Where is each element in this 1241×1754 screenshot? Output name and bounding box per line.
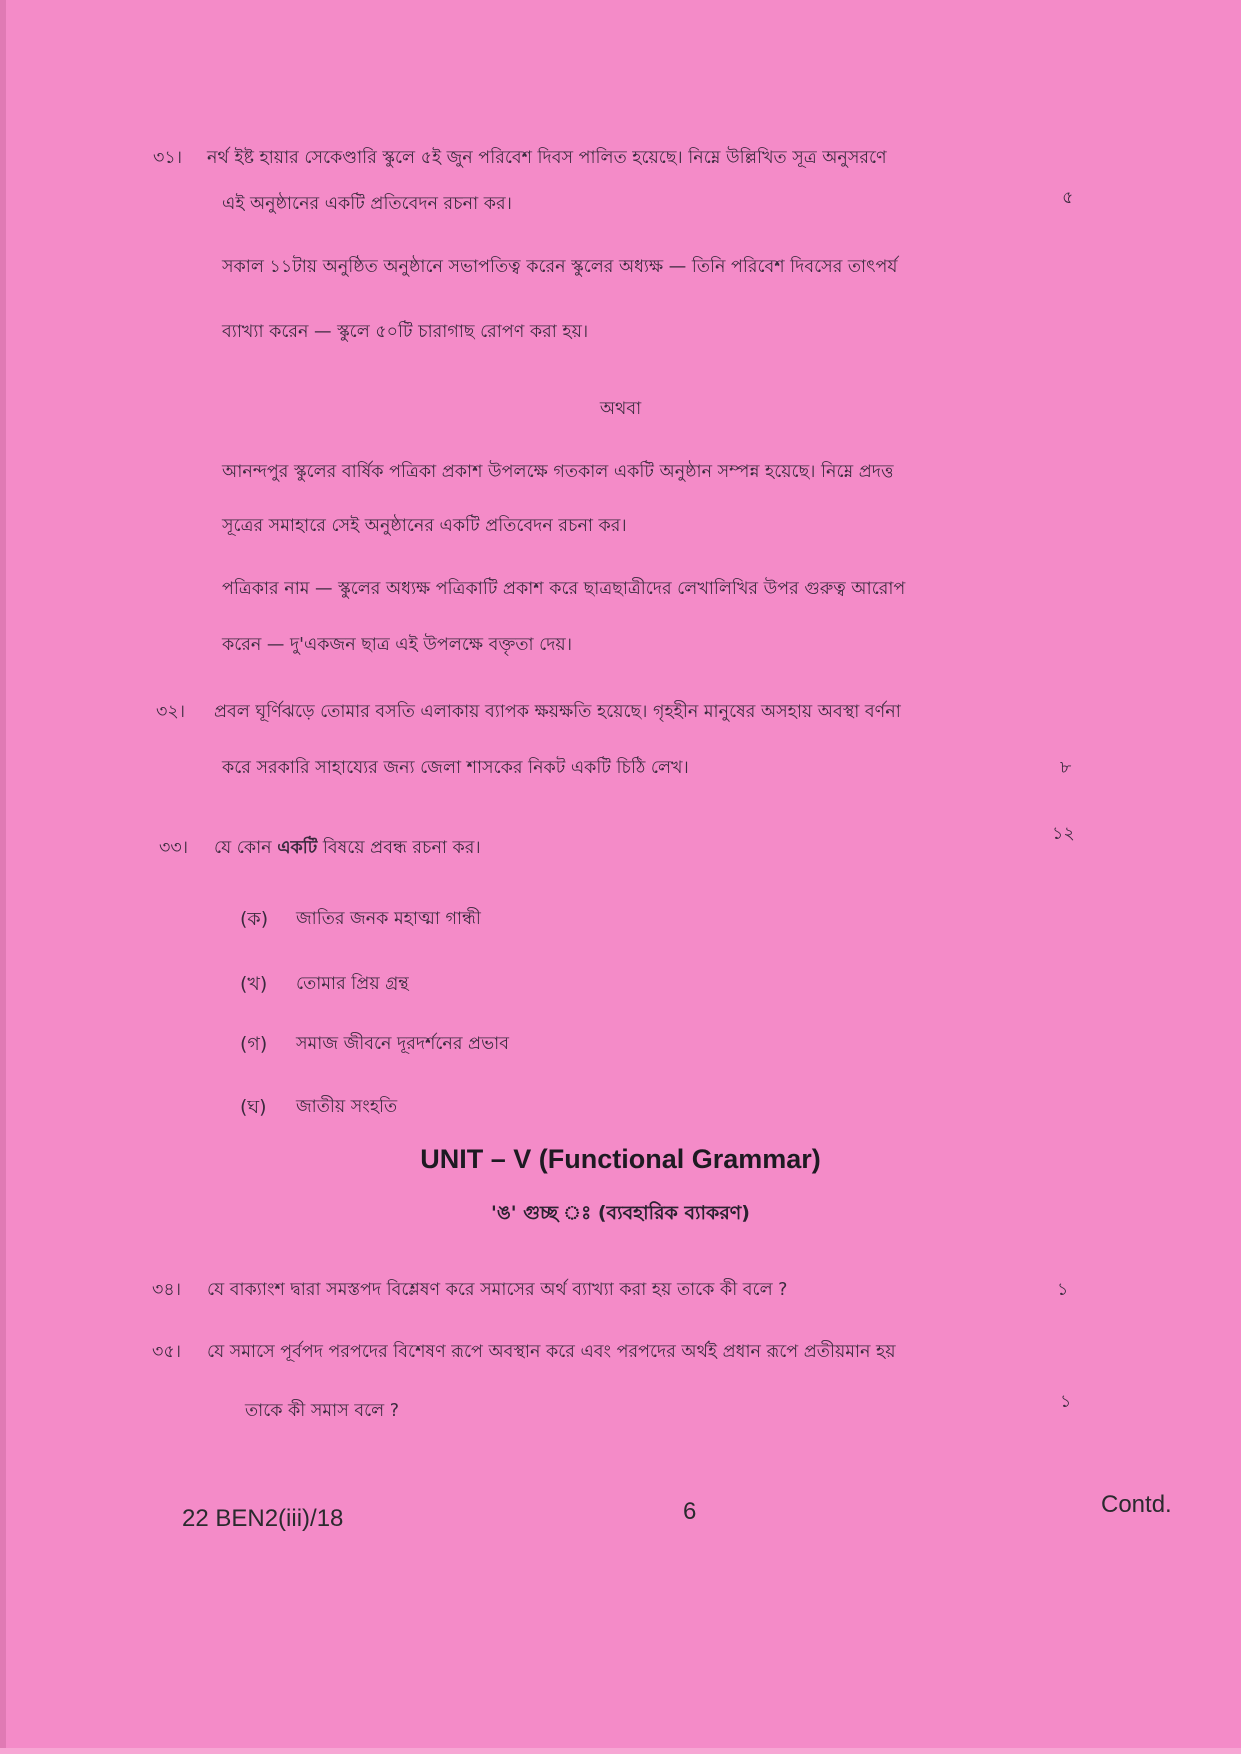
question-34-marks: ১ [1057,1280,1069,1300]
question-33-marks: ১২ [1052,824,1075,844]
question-33-number: ৩৩। [159,838,189,858]
question-33-instruction [214,836,481,860]
question-31-line-1: নর্থ ইষ্ট হায়ার সেকেণ্ডারি স্কুলে ৫ই জুন পরিবেশ দিবস পালিত হয়েছে। নিম্নে উল্লিখিত সূত্র অনুসরণে [207,148,887,168]
paper-code: 22 BEN2(iii)/18 [182,1505,344,1532]
question-32-line-1: প্রবল ঘূর্ণিঝড়ে তোমার বসতি এলাকায় ব্যাপক ক্ষয়ক্ষতি হয়েছে। গৃহহীন মানুষের অসহায় অবস্থা বর্ণনা [214,702,901,722]
page-bottom-edge [0,1748,1241,1754]
question-35-line-1: যে সমাসে পূর্বপদ পরপদের বিশেষণ রূপে অবস্থান করে এবং পরপদের অর্থই প্রধান রূপে প্রতীয়মান হয় [207,1342,896,1362]
question-32-line-2: করে সরকারি সাহায্যের জন্য জেলা শাসকের নিকট একটি চিঠি লেখ। [222,758,689,778]
question-31-alt-line-2: সূত্রের সমাহারে সেই অনুষ্ঠানের একটি প্রতিবেদন রচনা কর। [222,516,627,536]
option-text: জাতীয় সংহতি [296,1097,398,1117]
question-31-line-3: সকাল ১১টায় অনুষ্ঠিত অনুষ্ঠানে সভাপতিত্ব করেন স্কুলের অধ্যক্ষ — তিনি পরিবেশ দিবসের তাৎপর্য [222,257,898,277]
question-31-number: ৩১। [153,148,182,168]
page-edge-shadow [0,0,6,1754]
question-31-line-2: এই অনুষ্ঠানের একটি প্রতিবেদন রচনা কর। [222,194,512,214]
unit-subtitle: 'ঙ' গুচ্ছ ঃ (ব্যবহারিক ব্যাকরণ) [491,1202,750,1224]
question-35-number: ৩৫। [152,1342,181,1362]
question-32-marks: ৮ [1060,758,1072,778]
page-number: 6 [683,1498,697,1525]
instruction-part-2: বিষয়ে প্রবন্ধ রচনা কর। [322,838,481,858]
option-label: (খ) [240,973,268,995]
question-31-alt-line-1: আনন্দপুর স্কুলের বার্ষিক পত্রিকা প্রকাশ উপলক্ষে গতকাল একটি অনুষ্ঠান সম্পন্ন হয়েছে। নিম্নে প্রদত্ত [222,462,894,482]
instruction-emphasis: একটি [277,838,318,858]
option-label: (ক) [240,908,269,930]
question-35-marks: ১ [1060,1392,1072,1412]
option-label: (গ) [240,1033,268,1055]
question-31-alt-line-3: পত্রিকার নাম — স্কুলের অধ্যক্ষ পত্রিকাটি প্রকাশ করে ছাত্রছাত্রীদের লেখালিখির উপর গুরুত্ব আরোপ [222,579,906,599]
question-31-line-4: ব্যাখ্যা করেন — স্কুলে ৫০টি চারাগাছ রোপণ করা হয়। [222,322,589,342]
unit-title: UNIT – V (Functional Grammar) [420,1144,821,1174]
option-text: সমাজ জীবনে দূরদর্শনের প্রভাব [296,1034,509,1054]
question-34-number: ৩৪। [152,1280,181,1300]
question-35-line-2: তাকে কী সমাস বলে ? [245,1401,399,1421]
instruction-part-1: যে কোন [214,838,272,858]
option-text: তোমার প্রিয় গ্রন্থ [296,974,409,994]
continued-label: Contd. [1101,1491,1172,1518]
option-label: (ঘ) [240,1096,267,1118]
question-34-line-1: যে বাক্যাংশ দ্বারা সমস্তপদ বিশ্লেষণ করে সমাসের অর্থ ব্যাখ্যা করা হয় তাকে কী বলে ? [207,1280,788,1300]
question-32-number: ৩২। [156,702,186,722]
question-31-marks: ৫ [1062,188,1074,208]
question-31-alt-line-4: করেন — দু'একজন ছাত্র এই উপলক্ষে বক্তৃতা দেয়। [222,635,572,655]
or-separator: অথবা [599,399,642,419]
option-text: জাতির জনক মহাত্মা গান্ধী [296,909,481,929]
